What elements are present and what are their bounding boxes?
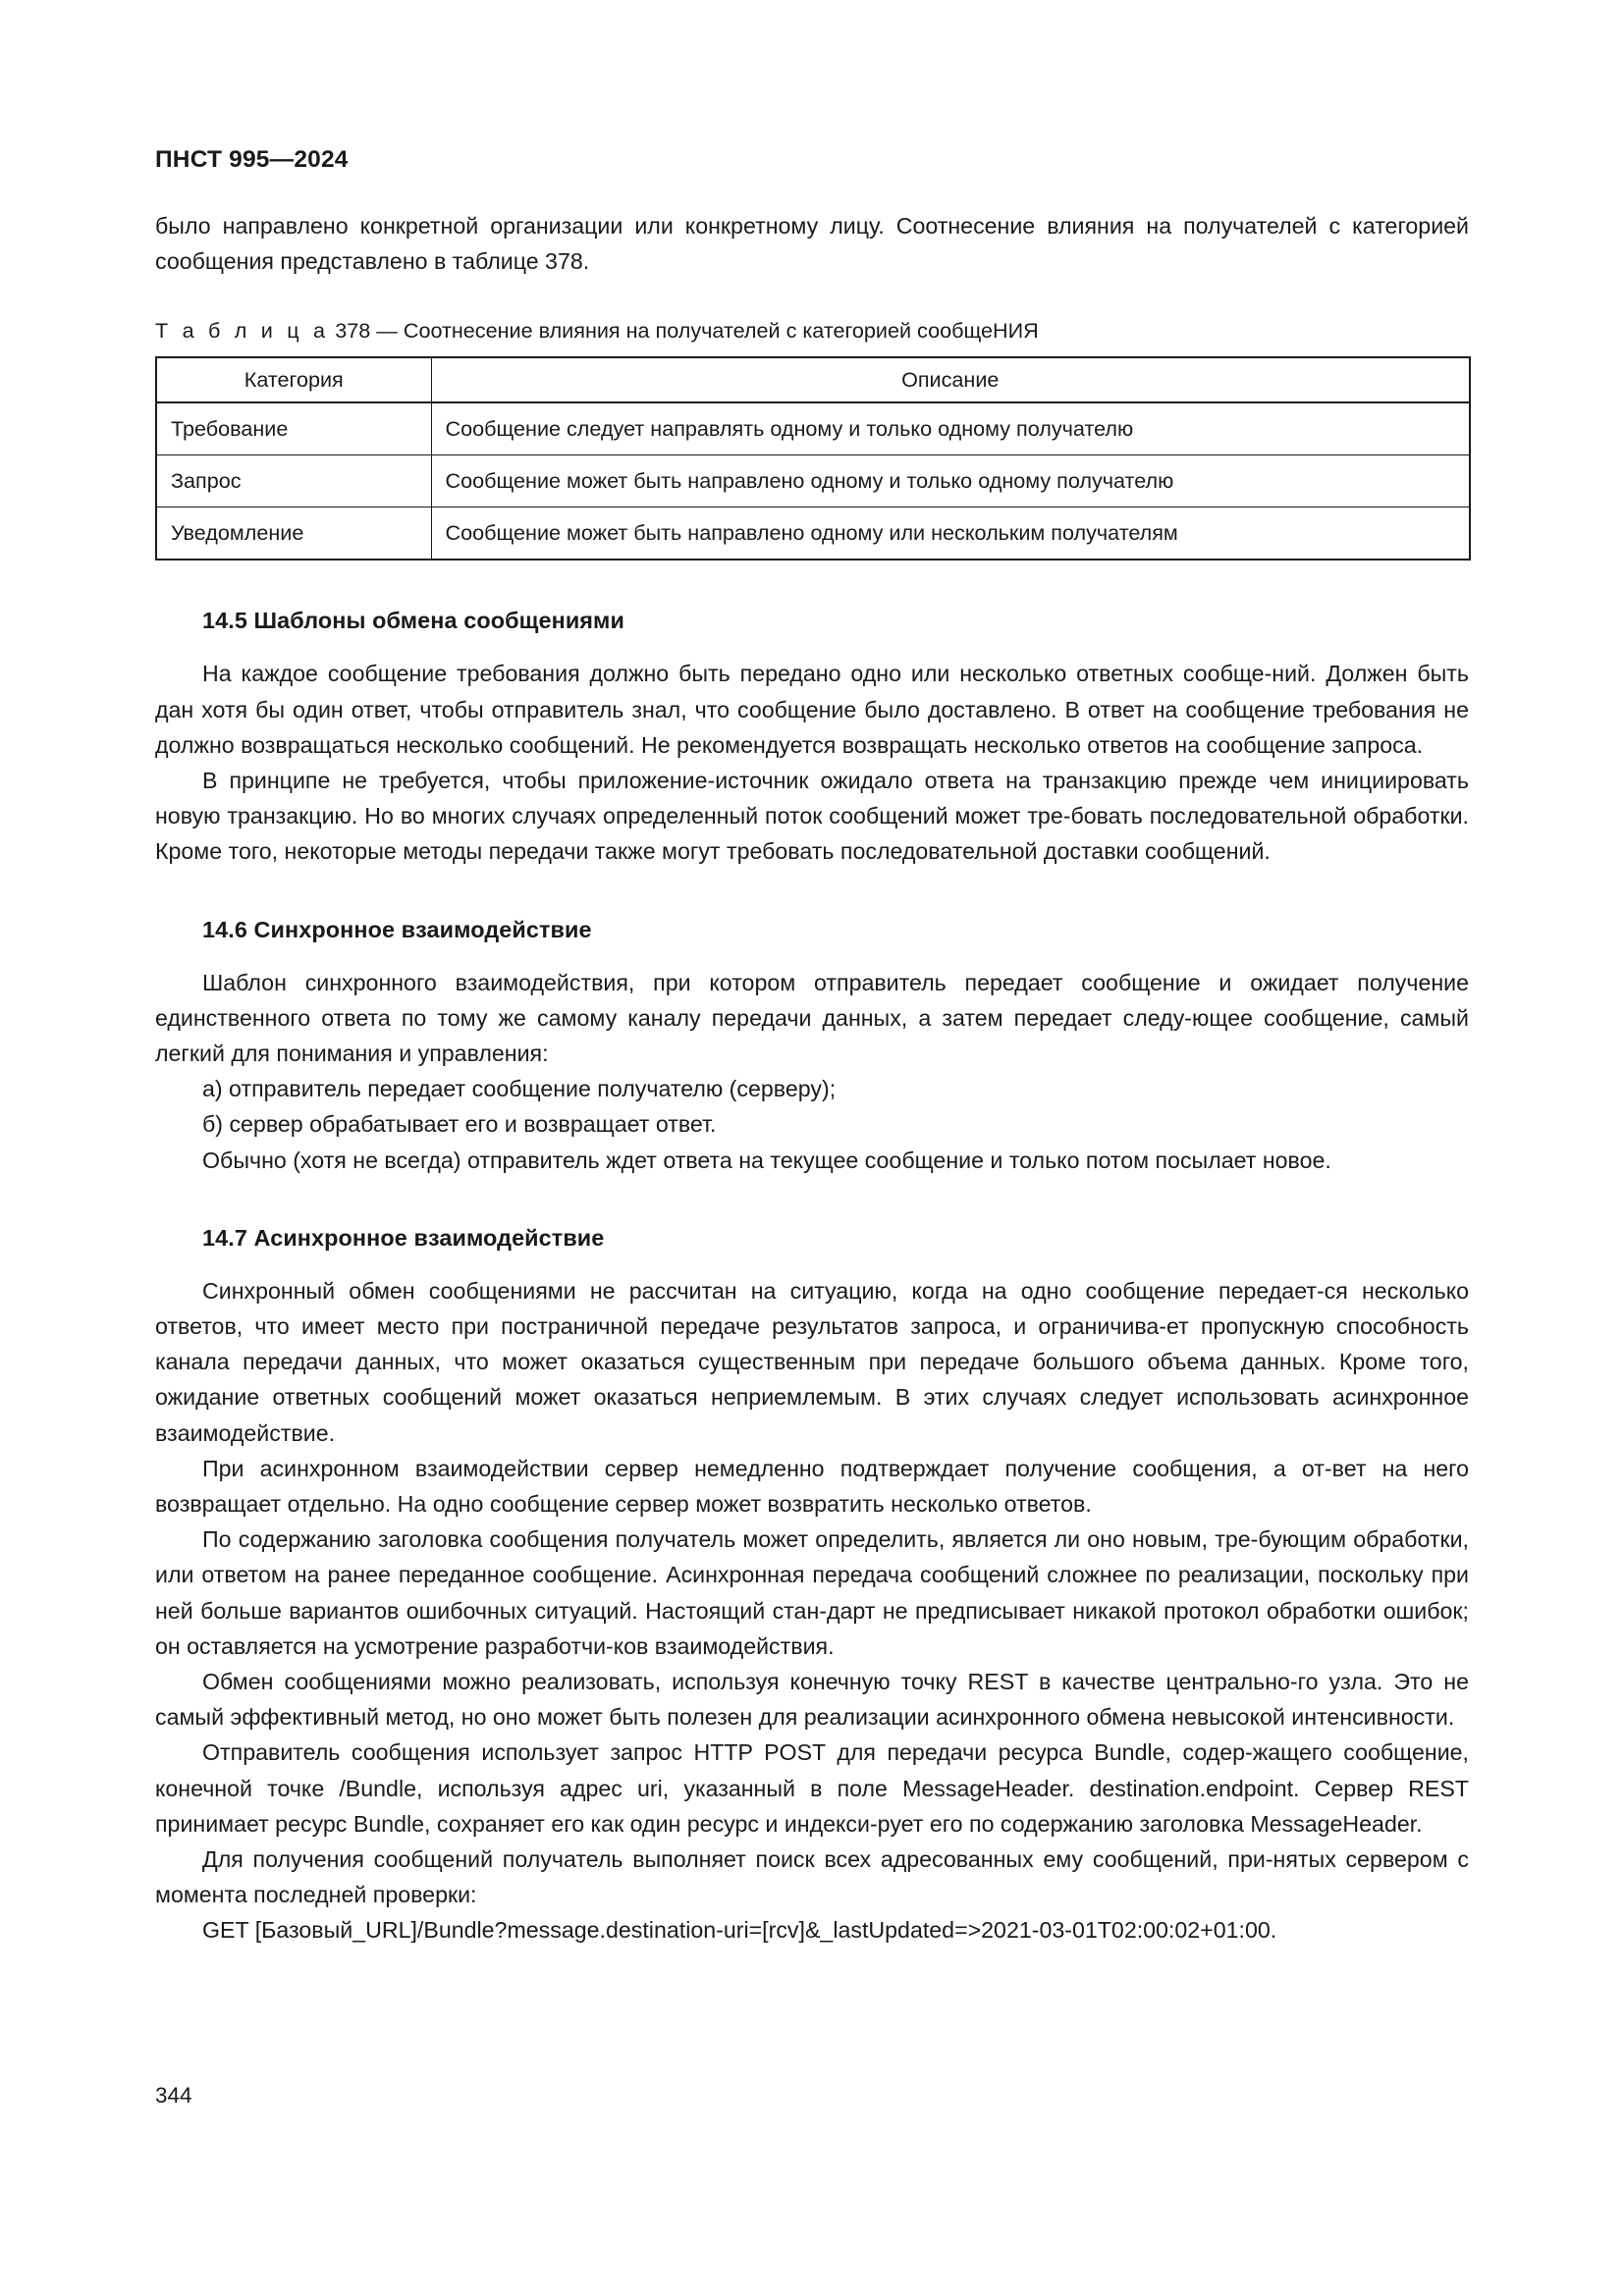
running-head-standard-id: ПНСТ 995—2024 xyxy=(155,146,349,173)
section-14-7-paragraph-6: Для получения сообщений получатель выполняет поиск всех адресованных ему сообщений, при-нятых сервером с момента последней проверки: xyxy=(155,1846,1469,1908)
table-row xyxy=(156,455,1470,507)
section-14-7-paragraph-2: При асинхронном взаимодействии сервер немедленно подтверждает получение сообщения, а от-вет на него возвращает отдельно. На одно сообщение сервер может возвратить несколько ответов. xyxy=(155,1455,1469,1517)
table-row xyxy=(156,507,1470,561)
table-row xyxy=(156,402,1470,455)
table-cell-category: Запрос xyxy=(156,455,431,507)
table-cell-description: Сообщение может быть направлено одному и только одному получателю xyxy=(431,455,1470,507)
section-14-6-list-item-a: а) отправитель передает сообщение получателю (серверу); xyxy=(202,1076,837,1102)
table-header-category: Категория xyxy=(156,357,431,402)
table-cell-category: Уведомление xyxy=(156,507,431,561)
table-caption-number: 378 xyxy=(335,318,371,344)
section-14-7-paragraph-3: По содержанию заголовка сообщения получатель может определить, является ли оно новым, тре-бующим обработки, или ответом на ранее переданное сообщение. Асинхронная передача сообщений сложнее по реализации, поскольку при ней больше вариантов ошибочных ситуаций. Настоящий стан-дарт не предписывает никакой протокол обработки ошибок; он оставляется на усмотрение разработчи-ков взаимодействия. xyxy=(155,1526,1469,1659)
table-cell-description: Сообщение следует направлять одному и только одному получателю xyxy=(431,402,1470,455)
table-cell-description: Сообщение может быть направлено одному или нескольким получателям xyxy=(431,507,1470,561)
table-caption-dash: — xyxy=(376,318,398,344)
intro-paragraph: было направлено конкретной организации или конкретному лицу. Соотнесение влияния на получателей с категорией сообщения представлено в таблице 378. xyxy=(155,212,1469,275)
table-caption-title: Соотнесение влияния на получателей с категорией сообщеНИЯ xyxy=(403,318,1039,344)
table-caption-label: Т а б л и ц а xyxy=(155,318,330,344)
section-14-5-paragraph-2: В принципе не требуется, чтобы приложение-источник ожидало ответа на транзакцию прежде чем инициировать новую транзакцию. Но во многих случаях определенный поток сообщений может тре-бовать последовательной обработки. Кроме того, некоторые методы передачи также могут требовать последовательной доставки сообщений. xyxy=(155,767,1469,865)
section-14-7-paragraph-5: Отправитель сообщения использует запрос HTTP POST для передачи ресурса Bundle, содер-жащего сообщение, конечной точке /Bundle, используя адрес uri, указанный в поле MessageHeader. destination.endpoint. Сервер REST принимает ресурс Bundle, сохраняет его как один ресурс и индекси-рует его по содержанию заголовка MessageHeader. xyxy=(155,1739,1469,1837)
section-14-7-code-line: GET [Базовый_URL]/Bundle?message.destination-uri=[rcv]&_lastUpdated=>2021-03-01T02:00:02+01:00. xyxy=(202,1917,1277,1944)
section-heading-14-7: 14.7 Асинхронное взаимодействие xyxy=(202,1224,605,1251)
section-14-7-paragraph-4: Обмен сообщениями можно реализовать, используя конечную точку REST в качестве центрально-го узла. Это не самый эффективный метод, но оно может быть полезен для реализации асинхронного обмена невысокой интенсивности. xyxy=(155,1669,1469,1731)
table-header-description: Описание xyxy=(431,357,1470,402)
section-14-5-paragraph-1: На каждое сообщение требования должно быть передано одно или несколько ответных сообще-ний. Должен быть дан хотя бы один ответ, чтобы отправитель знал, что сообщение было доставлено. В ответ на сообщение требования не должно возвращаться несколько сообщений. Не рекомендуется возвращать несколько ответов на сообщение запроса. xyxy=(155,661,1469,758)
page-number: 344 xyxy=(155,2083,192,2108)
table-cell-category: Требование xyxy=(156,402,431,455)
page-content-column xyxy=(155,0,1469,1949)
section-14-6-closing-paragraph: Обычно (хотя не всегда) отправитель ждет ответа на текущее сообщение и только потом посылает новое. xyxy=(202,1147,1331,1173)
section-14-6-paragraph-1: Шаблон синхронного взаимодействия, при котором отправитель передает сообщение и ожидает получение единственного ответа по тому же самому каналу передачи данных, а затем передает следу-ющее сообщение, самый легкий для понимания и управления: xyxy=(155,969,1469,1066)
section-14-7-paragraph-1: Синхронный обмен сообщениями не рассчитан на ситуацию, когда на одно сообщение передает-ся несколько ответов, что имеет место при постраничной передаче результатов запроса, и ограничива-ет пропускную способность канала передачи данных, что может оказаться существенным при передаче большого объема данных. Кроме того, ожидание ответных сообщений может оказаться неприемлемым. В этих случаях следует использовать асинхронное взаимодействие. xyxy=(155,1277,1469,1446)
categories-table xyxy=(155,356,1471,561)
section-heading-14-5: 14.5 Шаблоны обмена сообщениями xyxy=(202,608,624,634)
section-14-6-list-item-b: б) сервер обрабатывает его и возвращает ответ. xyxy=(202,1111,717,1138)
section-heading-14-6: 14.6 Синхронное взаимодействие xyxy=(202,916,592,942)
table-caption xyxy=(155,316,1469,346)
table-header-row xyxy=(156,357,1470,402)
